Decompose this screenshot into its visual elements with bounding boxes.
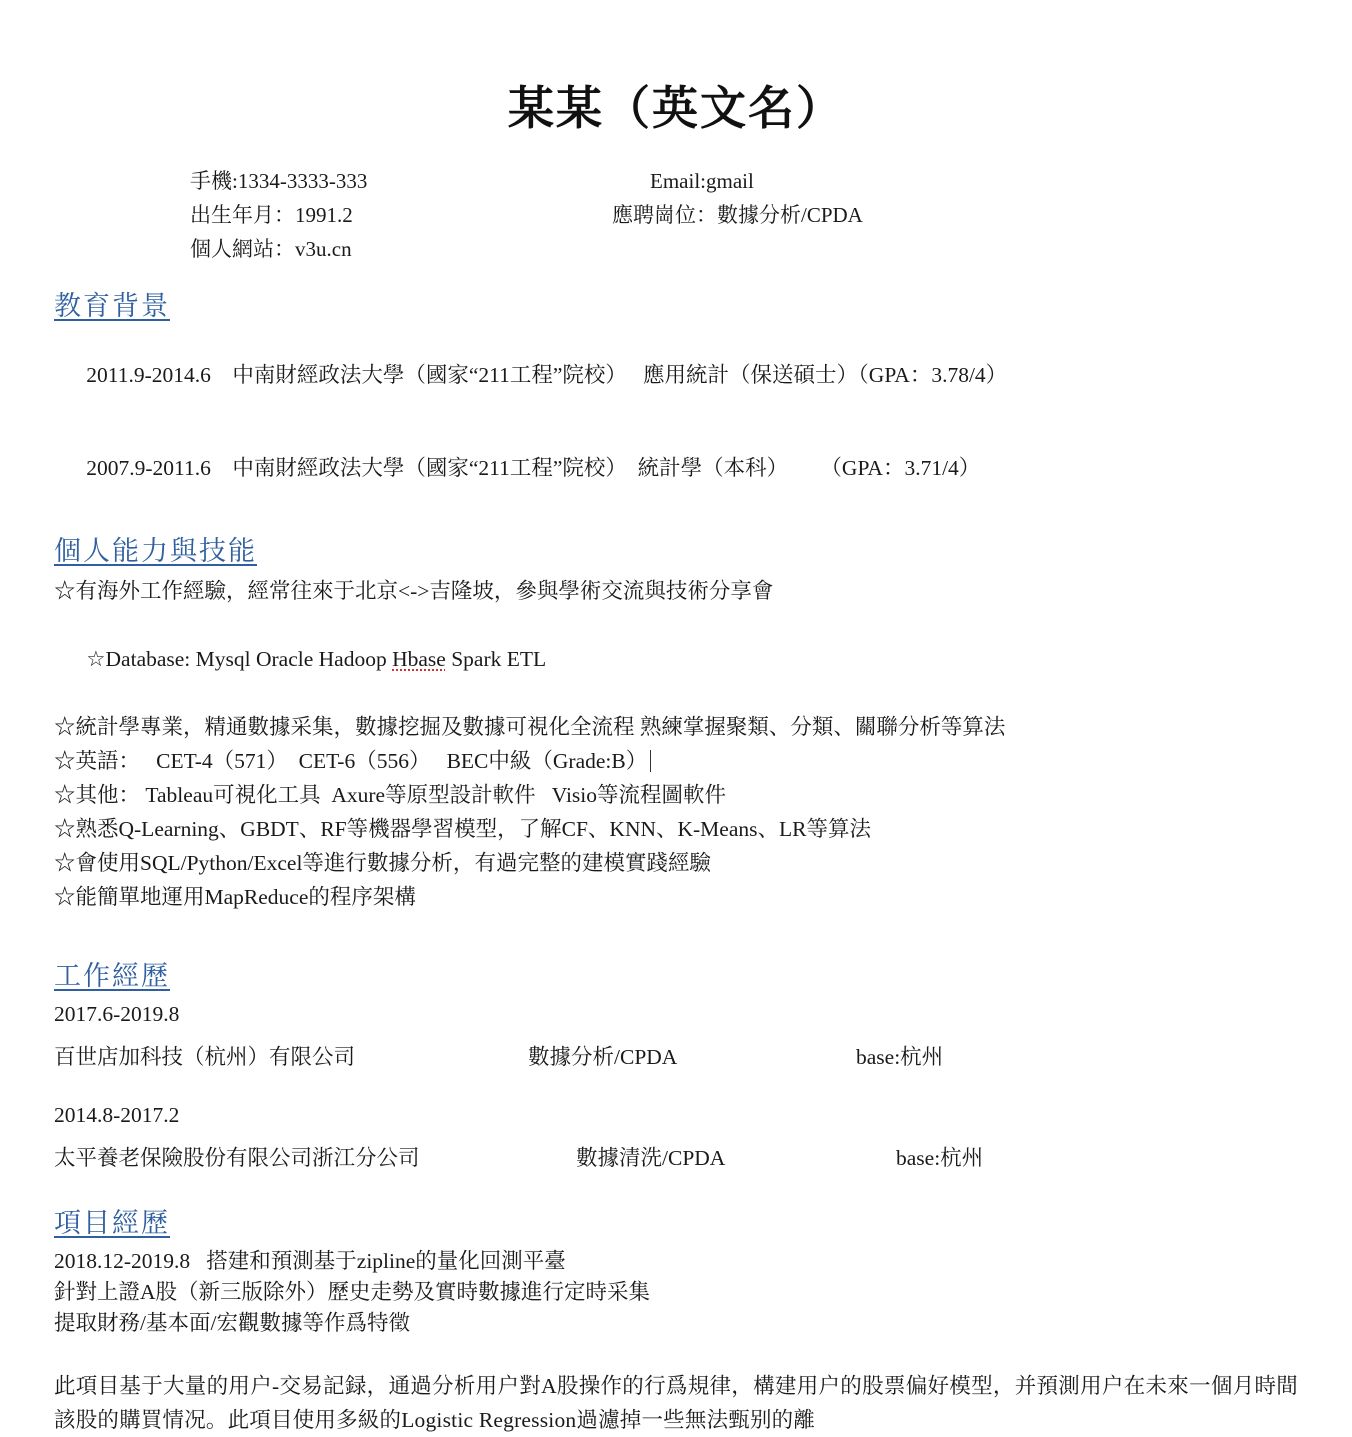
resume-page (0, 72, 1352, 1432)
website-line: 個人網站：v3u.cn (190, 237, 352, 261)
skill-item: ☆會使用SQL/Python/Excel等進行數據分析，有過完整的建模實踐經驗 (54, 851, 711, 875)
work-row (54, 1143, 1298, 1175)
education-row (54, 329, 1298, 422)
text-cursor (650, 750, 651, 772)
contact-right-column (612, 164, 863, 232)
work-date: 2014.8-2017.2 (54, 1103, 180, 1127)
skill-db-prefix: ☆Database: Mysql Oracle Hadoop (86, 647, 393, 671)
education-major: 應用統計（保送碩士）（GPA：3.78/4） (643, 363, 1008, 387)
spacer (54, 1074, 1298, 1100)
page-title: 某某（英文名） (508, 83, 844, 134)
section-heading-projects: 項目經歷 (54, 1208, 170, 1238)
spacer (54, 1131, 1298, 1143)
education-major: 統計學（本科） （GPA：3.71/4） (637, 456, 981, 480)
skill-item (54, 608, 1298, 710)
work-company: 太平養老保險股份有限公司浙江分公司 (54, 1146, 420, 1170)
spacer (54, 1030, 1298, 1042)
skill-item: ☆熟悉Q-Learning、GBDT、RF等機器學習模型，了解CF、KNN、K-Means、LR等算法 (54, 817, 871, 841)
skill-item (54, 744, 1298, 778)
skill-language-text: ☆英語： CET-4（571） CET-6（556） BEC中級（Grade:B） (54, 749, 648, 773)
contact-left-column (190, 164, 367, 266)
email-line: Email:gmail (650, 169, 754, 193)
contact-block (0, 164, 1352, 270)
project-line: 提取財務/基本面/宏觀數據等作爲特徵 (54, 1311, 410, 1335)
work-base: base:杭州 (896, 1146, 984, 1170)
birth-line: 出生年月：1991.2 (190, 203, 353, 227)
project-paragraph: 此項目基于大量的用户-交易記録，通過分析用户對A股操作的行爲規律，構建用户的股票偏好模型，并預測用户在未來一個月時間該股的購買情况。此項目使用多級的Logistic Regression過濾掉一些無法甄别的離 (54, 1374, 1298, 1432)
phone-line: 手機:1334-3333-333 (190, 169, 368, 193)
skill-item: ☆有海外工作經驗，經常往來于北京<->吉隆坡，參與學術交流與技術分享會 (54, 579, 774, 603)
section-education (0, 270, 1352, 515)
skill-db-suffix: Spark ETL (445, 647, 547, 671)
section-heading-education: 教育背景 (54, 291, 170, 321)
spacer (0, 914, 1352, 940)
education-date: 2011.9-2014.6 (86, 363, 211, 387)
skill-item: ☆能簡單地運用MapReduce的程序架構 (54, 885, 416, 909)
education-school: 中南財經政法大學（國家“211工程”院校） (232, 456, 627, 480)
project-line: 針對上證A股（新三版除外）歷史走勢及實時數據進行定時采集 (54, 1280, 651, 1304)
spellcheck-word: Hbase (392, 647, 446, 671)
section-skills (0, 515, 1352, 914)
education-row (54, 422, 1298, 515)
section-heading-work: 工作經歷 (54, 961, 170, 991)
work-date: 2017.6-2019.8 (54, 1002, 180, 1026)
work-company: 百世店加科技（杭州）有限公司 (54, 1045, 356, 1069)
section-heading-skills: 個人能力與技能 (54, 536, 257, 566)
position-line: 應聘崗位：數據分析/CPDA (612, 203, 863, 227)
work-role: 數據清洗/CPDA (576, 1146, 726, 1170)
section-projects (0, 1187, 1352, 1339)
spacer (0, 1175, 1352, 1187)
education-school: 中南財經政法大學（國家“211工程”院校） (232, 363, 627, 387)
work-role: 數據分析/CPDA (528, 1045, 678, 1069)
work-row (54, 1042, 1298, 1074)
education-date: 2007.9-2011.6 (86, 456, 211, 480)
work-base: base:杭州 (856, 1045, 944, 1069)
skill-item: ☆統計學專業，精通數據采集，數據挖掘及數據可視化全流程 熟練掌握聚類、分類、關聯分析等算法 (54, 715, 1006, 739)
project-line: 2018.12-2019.8 搭建和預測基于zipline的量化回測平臺 (54, 1249, 566, 1273)
section-work (0, 940, 1352, 1175)
skill-item: ☆其他： Tableau可視化工具 Axure等原型設計軟件 Visio等流程圖軟件 (54, 783, 727, 807)
